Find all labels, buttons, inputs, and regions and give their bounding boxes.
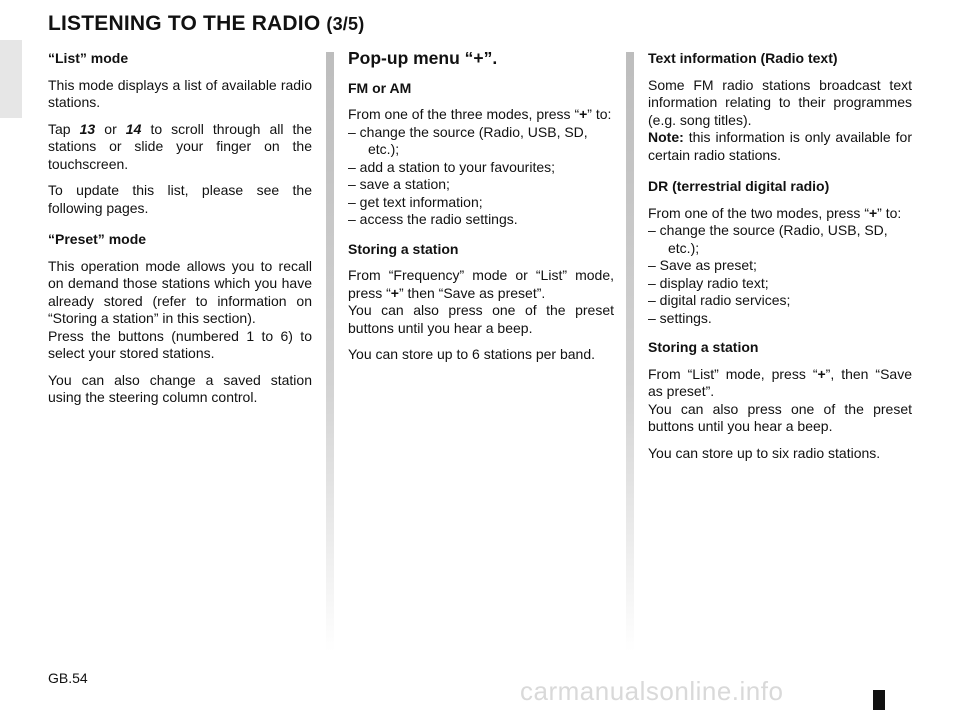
list-item: – change the source (Radio, USB, SD, etc.); <box>648 222 888 256</box>
preset-text-1: This operation mode allows you to recall on demand those stations which you have already stored (refer to information on “Storing a station” in this section). <box>48 257 312 326</box>
storing-a: From “Frequency” mode or “List” mode, press “ <box>348 267 614 301</box>
watermark: carmanualsonline.info <box>520 676 784 706</box>
tap-prefix: Tap <box>48 120 80 137</box>
tap-or: or <box>95 120 126 137</box>
list-item: – settings. <box>648 309 712 326</box>
text-info-heading: Text information (Radio text) <box>648 50 838 66</box>
list-item: – digital radio services; <box>648 292 791 308</box>
storing-dr-b: ”, then “Save as preset”. <box>648 365 912 399</box>
popup-menu-heading: Pop-up menu “+”. <box>348 48 498 68</box>
storing-capacity-paragraph: You can store up to 6 stations per band. <box>348 346 595 362</box>
tap-paragraph <box>48 121 312 174</box>
update-list-paragraph: To update this list, please see the following pages. <box>48 182 312 216</box>
list-item: – get text information; <box>348 193 483 210</box>
page-title <box>48 12 364 36</box>
storing-station-heading-dr: Storing a station <box>648 339 759 355</box>
column-divider-1 <box>326 52 334 652</box>
plus-sign: + <box>868 204 878 221</box>
storing-paragraph <box>348 267 614 302</box>
fm-intro-b: ” to: <box>587 106 612 122</box>
preset-mode-heading: “Preset” mode <box>48 231 147 247</box>
list-item: – display radio text; <box>648 274 769 291</box>
plus-sign: + <box>817 365 826 382</box>
preset-paragraph <box>48 258 312 328</box>
tap-num-13: 13 <box>79 120 96 137</box>
fm-am-heading: FM or AM <box>348 79 412 96</box>
storing-dr-paragraph <box>648 366 912 401</box>
storing-b: ” then “Save as preset”. <box>398 284 546 301</box>
storing-dr-a: From “List” mode, press “ <box>648 365 818 382</box>
list-item: – save a station; <box>348 176 450 192</box>
plus-sign: + <box>579 106 588 122</box>
text-info-paragraph: Some FM radio stations broadcast text information relating to their programmes (e.g. song titles). <box>648 76 912 128</box>
storing-station-heading: Storing a station <box>348 240 459 257</box>
page-title-text: LISTENING TO THE RADIO <box>48 12 321 35</box>
list-item: – change the source (Radio, USB, SD, etc.); <box>348 123 588 157</box>
dr-options-list <box>648 222 912 327</box>
fm-intro <box>348 106 614 124</box>
note-label: Note: <box>648 129 684 145</box>
column-1 <box>48 50 312 416</box>
page-title-part: (3/5) <box>326 14 365 34</box>
section-tab-marker <box>0 40 22 118</box>
list-mode-paragraph: This mode displays a list of available radio stations. <box>48 76 312 110</box>
note-text: this information is only available for certain radio stations. <box>648 129 912 163</box>
dr-intro-b: ” to: <box>877 204 902 221</box>
preset-steering-paragraph: You can also change a saved station using the steering column control. <box>48 371 312 405</box>
dr-intro-a: From one of the two modes, press “ <box>648 204 869 221</box>
dr-heading: DR (terrestrial digital radio) <box>648 178 830 194</box>
column-2 <box>348 50 614 373</box>
column-divider-2 <box>626 52 634 652</box>
page-number: GB.54 <box>48 670 88 686</box>
storing-dr-paragraph-c: You can also press one of the preset buttons until you hear a beep. <box>648 400 912 434</box>
plus-sign: + <box>390 284 399 301</box>
list-item: – add a station to your favourites; <box>348 158 556 175</box>
fm-options-list <box>348 124 614 229</box>
preset-paragraph-b: Press the buttons (numbered 1 to 6) to select your stored stations. <box>48 327 312 361</box>
list-item: – Save as preset; <box>648 257 757 273</box>
note-paragraph <box>648 129 912 164</box>
fm-intro-a: From one of the three modes, press “ <box>348 106 580 122</box>
tap-rest: to scroll through all the stations or slide your finger on the touchscreen. <box>48 120 312 172</box>
corner-mark <box>873 690 885 710</box>
storing-paragraph-c: You can also press one of the preset buttons until you hear a beep. <box>348 302 614 336</box>
dr-intro <box>648 205 912 223</box>
list-item: – access the radio settings. <box>348 211 518 227</box>
storing-dr-capacity: You can store up to six radio stations. <box>648 444 881 461</box>
column-3 <box>648 50 912 471</box>
tap-num-14: 14 <box>125 120 142 137</box>
list-mode-heading: “List” mode <box>48 50 129 66</box>
